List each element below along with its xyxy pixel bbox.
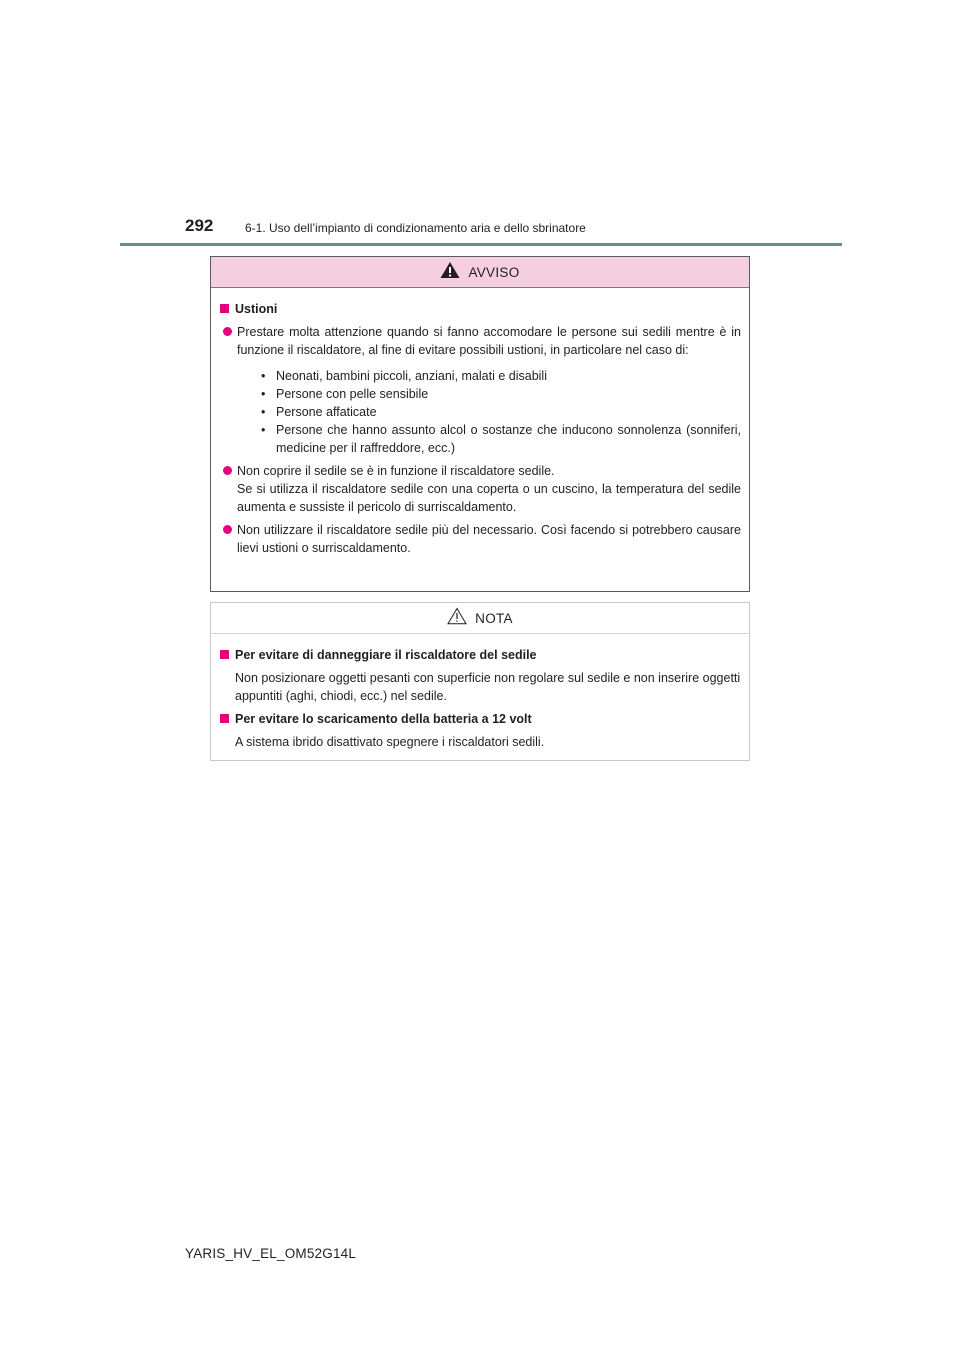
warning-heading-text: Ustioni	[235, 302, 278, 316]
warning-item-2	[220, 462, 741, 516]
warning-item-2-line1: Non coprire il sedile se è in funzione il riscaldatore sedile.	[237, 464, 555, 478]
note-header	[211, 603, 749, 634]
section-title: 6-1. Uso dell’impianto di condizionamento aria e dello sbrinatore	[245, 221, 586, 235]
page-number: 292	[185, 216, 214, 235]
caution-outline-icon	[447, 607, 467, 625]
header-divider	[120, 243, 842, 246]
circle-bullet-icon	[223, 525, 232, 534]
note-body-1: Non posizionare oggetti pesanti con superficie non regolare sul sedile e non inserire oggetti appuntiti (aghi, chiodi, ecc.) nel sedile.	[235, 671, 741, 703]
list-item: • Persone affaticate	[261, 405, 377, 419]
circle-bullet-icon	[223, 466, 232, 475]
warning-item-3-text: Non utilizzare il riscaldatore sedile più del necessario. Così facendo si potrebbero causare lievi ustioni o surriscaldamento.	[237, 523, 741, 555]
circle-bullet-icon	[223, 327, 232, 336]
note-heading-1-text: Per evitare di danneggiare il riscaldatore del sedile	[235, 648, 537, 662]
document-code: YARIS_HV_EL_OM52G14L	[185, 1246, 357, 1261]
note-title: NOTA	[475, 610, 513, 626]
warning-title: AVVISO	[468, 264, 520, 280]
square-bullet-icon	[220, 714, 229, 723]
warning-item-2-line2: Se si utilizza il riscaldatore sedile con una coperta o un cuscino, la temperatura del sedile aumenta e sussiste il pericolo di surriscaldamento.	[237, 482, 741, 514]
warning-heading	[220, 300, 741, 318]
warning-item-1	[220, 323, 741, 457]
note-heading-1	[220, 646, 741, 664]
note-body-2: A sistema ibrido disattivato spegnere i riscaldatori sedili.	[235, 735, 545, 749]
note-heading-2-text: Per evitare lo scaricamento della batteria a 12 volt	[235, 712, 532, 726]
note-heading-2	[220, 710, 741, 728]
note-box	[210, 602, 750, 761]
note-content	[211, 634, 749, 751]
warning-triangle-icon	[440, 261, 460, 279]
warning-header	[211, 257, 749, 288]
warning-box	[210, 256, 750, 592]
warning-item-3	[220, 521, 741, 557]
list-item: • Persone con pelle sensibile	[261, 387, 429, 401]
warning-bullet-list	[261, 367, 741, 457]
square-bullet-icon	[220, 650, 229, 659]
list-item: • Persone che hanno assunto alcol o sostanze che inducono sonnolenza (sonniferi, medicine per il raffreddore, ecc.)	[261, 423, 741, 455]
list-item: • Neonati, bambini piccoli, anziani, malati e disabili	[261, 369, 547, 383]
warning-item-1-text: Prestare molta attenzione quando si fanno accomodare le persone sui sedili mentre è in funzione il riscaldatore, al fine di evitare possibili ustioni, in particolare nel caso di:	[237, 325, 741, 357]
warning-content	[211, 288, 749, 557]
square-bullet-icon	[220, 304, 229, 313]
